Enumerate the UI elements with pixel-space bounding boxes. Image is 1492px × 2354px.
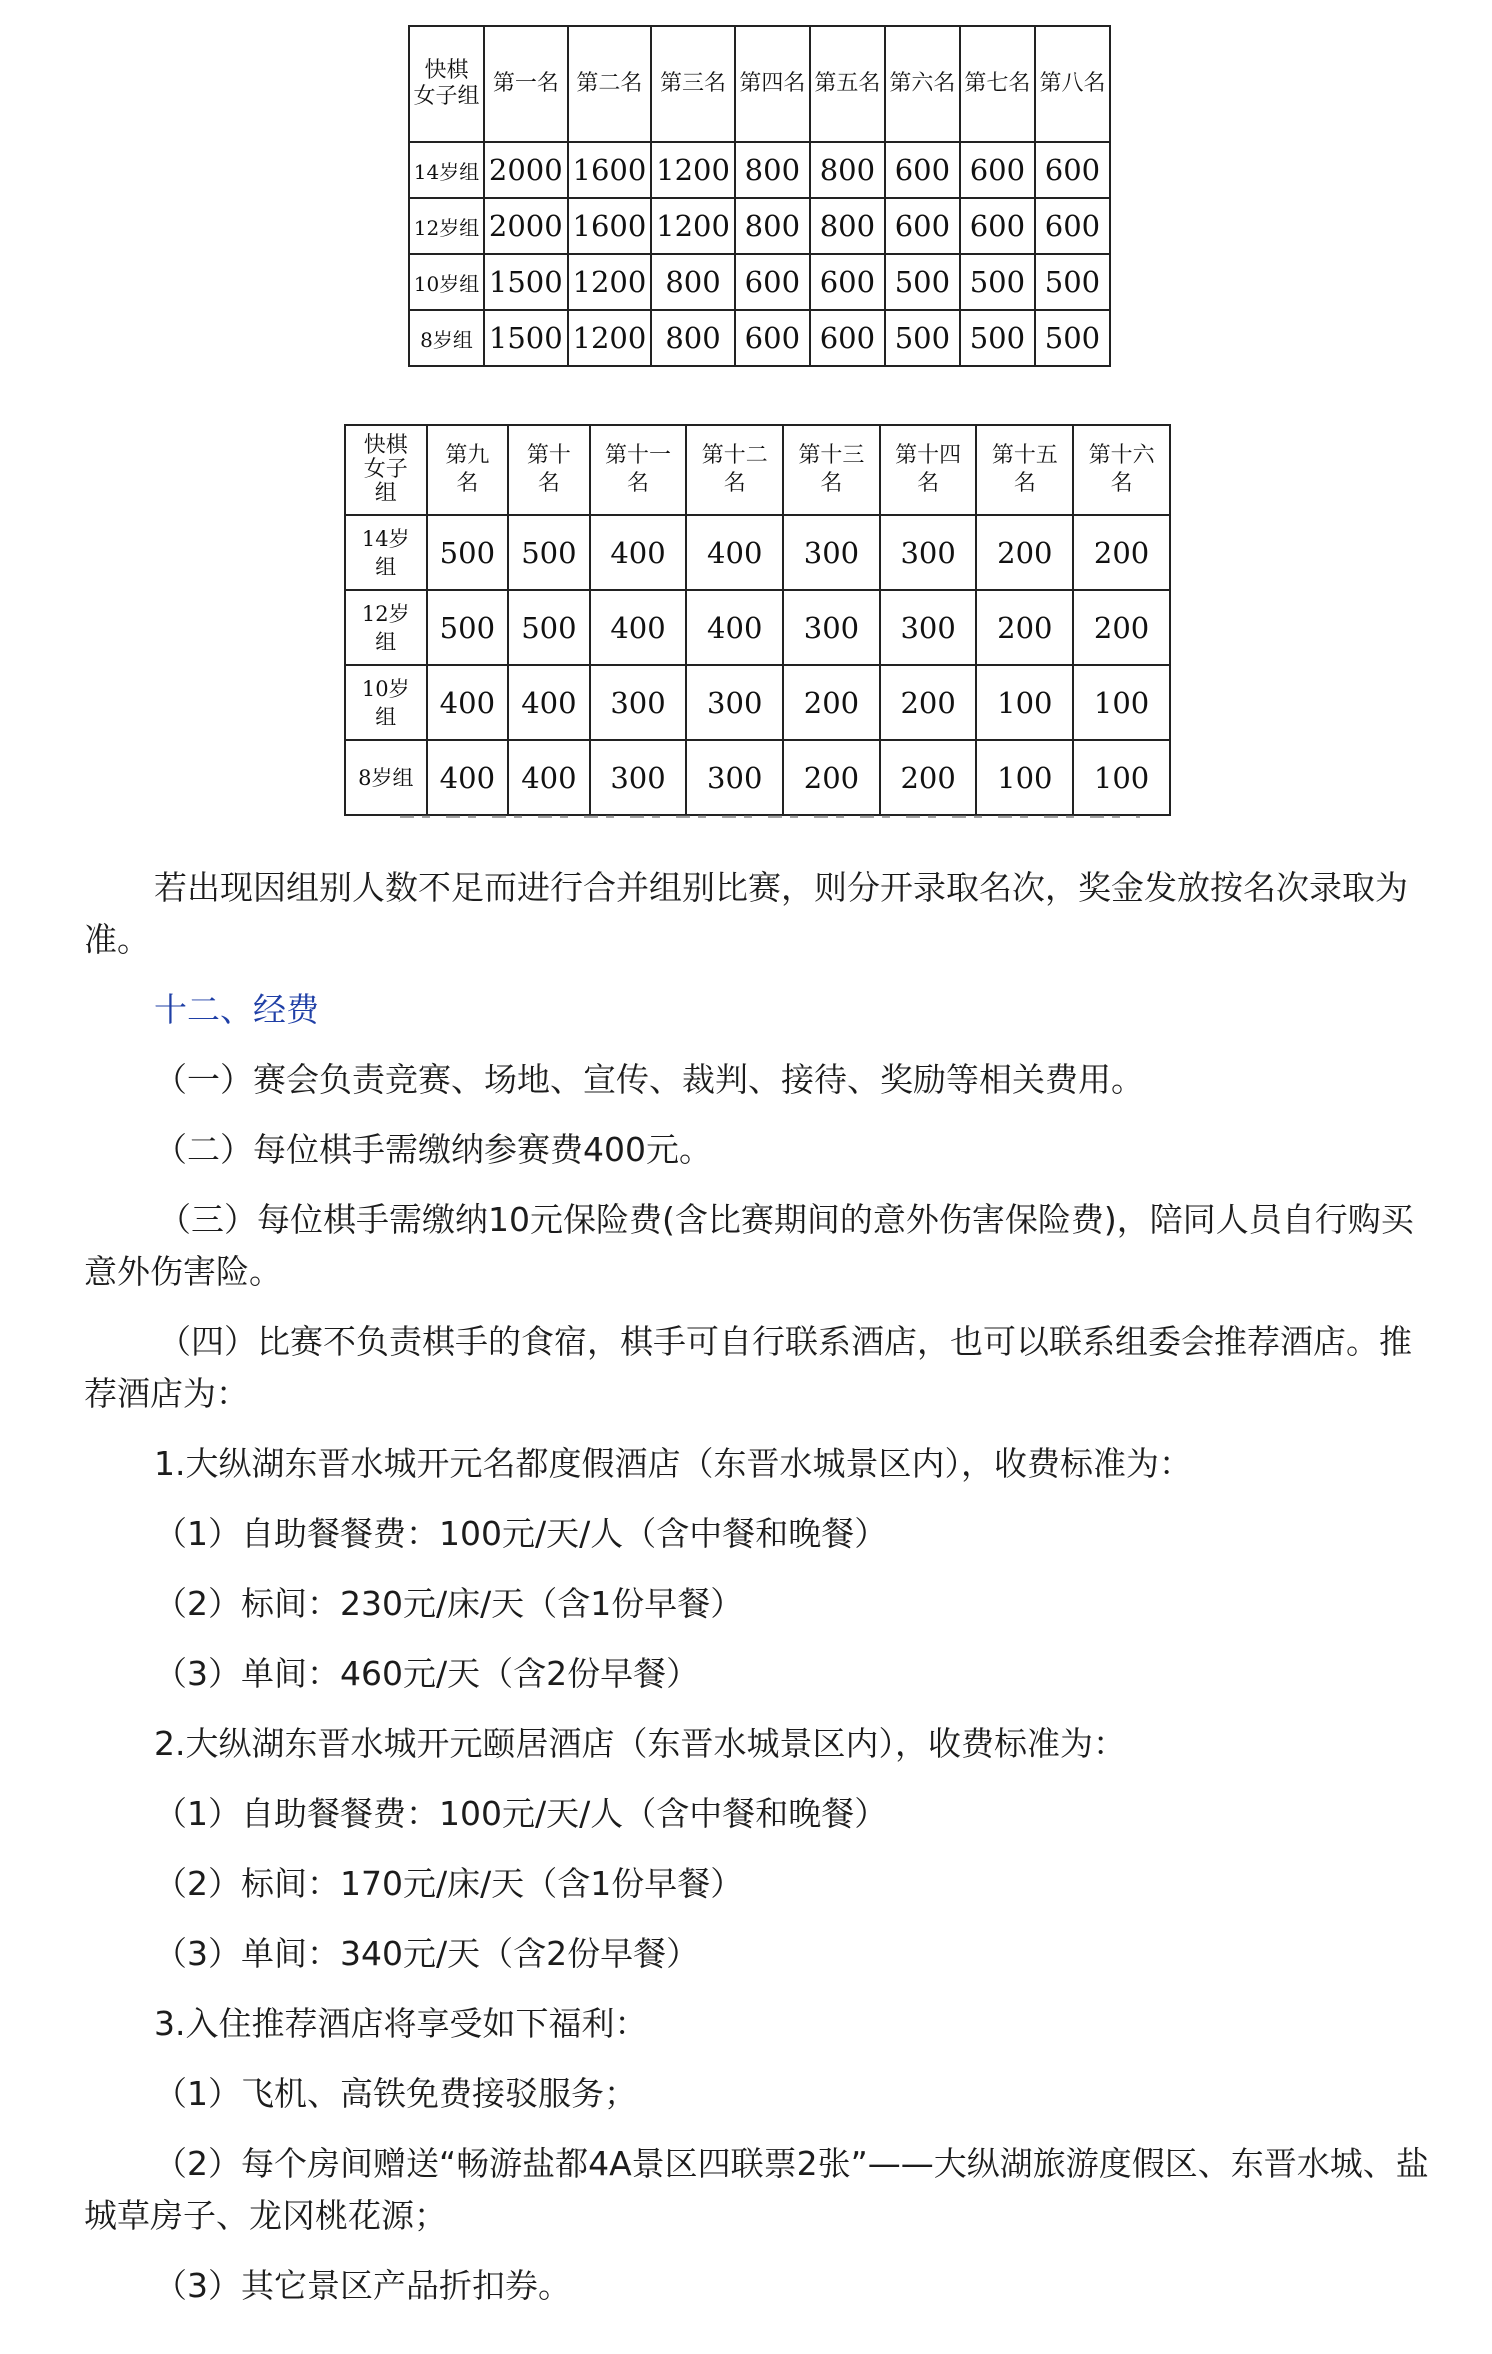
table-cell: 400 [590, 590, 687, 665]
table-cell: 200 [783, 665, 880, 740]
table-cell: 300 [783, 590, 880, 665]
hotel-price-item: （2）标间：170元/床/天（含1份早餐） [154, 1864, 744, 1903]
table-cell: 600 [810, 310, 885, 366]
table-cell: 1500 [484, 310, 568, 366]
table-cell: 1200 [651, 142, 735, 198]
hotel-price-item: （1）自助餐餐费：100元/天/人（含中餐和晚餐） [154, 1794, 888, 1833]
table-row [409, 142, 1110, 198]
corner-line: 快棋 [363, 433, 408, 458]
table-cell: 200 [1073, 590, 1170, 665]
corner-line: 快棋 [424, 58, 469, 83]
column-header: 第六名 [885, 26, 960, 142]
table-cell: 400 [427, 665, 509, 740]
table-cell: 300 [686, 740, 783, 815]
row-label [345, 590, 427, 665]
table-cell: 800 [651, 310, 735, 366]
header-line: 第十一 [605, 443, 672, 468]
table-cell: 500 [885, 254, 960, 310]
table-cell: 400 [590, 515, 687, 590]
row-label: 12岁组 [409, 198, 484, 254]
table-row [409, 310, 1110, 366]
table-cell: 1500 [484, 254, 568, 310]
table-cell: 300 [880, 515, 977, 590]
table-cell: 400 [508, 665, 590, 740]
table-cell: 1200 [568, 254, 652, 310]
header-line: 名 [820, 471, 843, 496]
table-cell: 200 [1073, 515, 1170, 590]
table-cell: 600 [810, 254, 885, 310]
header-line: 第九 [445, 443, 490, 468]
hotel-title: 1.大纵湖东晋水城开元名都度假酒店（东晋水城景区内），收费标准为： [154, 1444, 1192, 1483]
section-heading: 十二、经费 [154, 990, 319, 1029]
table-cell: 400 [686, 515, 783, 590]
table-cell: 600 [960, 198, 1035, 254]
table-cell: 1200 [651, 198, 735, 254]
table-cell: 500 [427, 590, 509, 665]
table-cell: 500 [1035, 254, 1110, 310]
column-header [686, 425, 783, 515]
row-label: 8岁组 [409, 310, 484, 366]
table-header-row [345, 425, 1170, 515]
hotel-price-item: （1）自助餐餐费：100元/天/人（含中餐和晚餐） [154, 1514, 888, 1553]
table-row [345, 740, 1170, 815]
row-label: 8岁组 [345, 740, 427, 815]
table-cell: 2000 [484, 198, 568, 254]
column-header [508, 425, 590, 515]
row-label-line: 组 [375, 704, 397, 729]
prize-table [344, 424, 1171, 816]
table-cell: 300 [590, 740, 687, 815]
header-line: 名 [723, 471, 746, 496]
column-header [976, 425, 1073, 515]
table-cell: 200 [783, 740, 880, 815]
table-cell: 500 [508, 590, 590, 665]
table-cell: 1200 [568, 310, 652, 366]
table-cell: 100 [976, 665, 1073, 740]
table-cell: 600 [885, 198, 960, 254]
benefit-item: （3）其它景区产品折扣券。 [154, 2266, 571, 2305]
row-label-line: 组 [375, 629, 397, 654]
table-cell: 800 [810, 198, 885, 254]
table-row [345, 590, 1170, 665]
header-line: 名 [627, 471, 650, 496]
header-line: 名 [1110, 471, 1133, 496]
table-cell: 500 [960, 254, 1035, 310]
table-cell: 400 [508, 740, 590, 815]
table-corner-cell [409, 26, 484, 142]
benefit-item: （2）每个房间赠送“畅游盐都4A景区四联票2张”——大纵湖旅游度假区、东晋水城、盐城草房子、龙冈桃花源； [84, 2144, 1429, 2235]
document-body [84, 862, 1434, 2312]
header-line: 名 [917, 471, 940, 496]
table-cell: 500 [508, 515, 590, 590]
column-header [427, 425, 509, 515]
table-row [409, 254, 1110, 310]
hotel-price-item: （2）标间：230元/床/天（含1份早餐） [154, 1584, 744, 1623]
table-cell: 1600 [568, 142, 652, 198]
row-label [345, 665, 427, 740]
column-header: 第七名 [960, 26, 1035, 142]
table-header-row [409, 26, 1110, 142]
row-label-line: 组 [375, 554, 397, 579]
header-line: 第十四 [895, 443, 962, 468]
table-cell: 600 [960, 142, 1035, 198]
column-header [590, 425, 687, 515]
header-line: 第十五 [991, 443, 1058, 468]
column-header: 第一名 [484, 26, 568, 142]
table-cell: 800 [651, 254, 735, 310]
table-cell: 800 [735, 142, 810, 198]
table-row [345, 665, 1170, 740]
table-cell: 200 [976, 590, 1073, 665]
table-cell: 400 [686, 590, 783, 665]
table-cell: 600 [885, 142, 960, 198]
row-label: 14岁组 [409, 142, 484, 198]
row-label-line: 12岁 [361, 601, 410, 626]
hotel-price-item: （3）单间：340元/天（含2份早餐） [154, 1934, 700, 1973]
table-cell: 100 [1073, 740, 1170, 815]
hotel-title: 2.大纵湖东晋水城开元颐居酒店（东晋水城景区内），收费标准为： [154, 1724, 1126, 1763]
table-cell: 200 [976, 515, 1073, 590]
table-cell: 600 [1035, 142, 1110, 198]
header-line: 第十 [526, 443, 571, 468]
merge-note-paragraph: 若出现因组别人数不足而进行合并组别比赛，则分开录取名次，奖金发放按名次录取为准。 [84, 868, 1408, 959]
table-cell: 600 [1035, 198, 1110, 254]
table-cell: 800 [810, 142, 885, 198]
table-cell: 2000 [484, 142, 568, 198]
header-line: 名 [537, 471, 560, 496]
row-label-line: 10岁 [361, 676, 410, 701]
column-header: 第四名 [735, 26, 810, 142]
table-cell: 100 [976, 740, 1073, 815]
column-header [783, 425, 880, 515]
table-row [345, 515, 1170, 590]
table-cell: 500 [885, 310, 960, 366]
benefit-item: （1）飞机、高铁免费接驳服务； [154, 2074, 637, 2113]
column-header: 第二名 [568, 26, 652, 142]
table-cell: 300 [590, 665, 687, 740]
fee-item: （四）比赛不负责棋手的食宿，棋手可自行联系酒店，也可以联系组委会推荐酒店。推荐酒店为： [84, 1322, 1412, 1413]
header-line: 名 [456, 471, 479, 496]
prize-table-9-to-16 [344, 424, 1171, 816]
header-line: 第十二 [701, 443, 768, 468]
corner-line: 女子 [363, 457, 408, 482]
table-cell: 300 [880, 590, 977, 665]
table-cell: 500 [960, 310, 1035, 366]
column-header [880, 425, 977, 515]
table-cell: 300 [686, 665, 783, 740]
benefit-title: 3.入住推荐酒店将享受如下福利： [154, 2004, 648, 2043]
table-cell: 1600 [568, 198, 652, 254]
table-cell: 500 [1035, 310, 1110, 366]
fee-item: （三）每位棋手需缴纳10元保险费(含比赛期间的意外伤害保险费)，陪同人员自行购买意外伤害险。 [84, 1200, 1414, 1291]
table-cell: 400 [427, 740, 509, 815]
column-header: 第五名 [810, 26, 885, 142]
row-label-line: 14岁 [361, 526, 410, 551]
table-cell: 500 [427, 515, 509, 590]
column-header: 第八名 [1035, 26, 1110, 142]
row-label [345, 515, 427, 590]
table-row [409, 198, 1110, 254]
prize-table [408, 25, 1111, 367]
column-header: 第三名 [651, 26, 735, 142]
table-cell: 200 [880, 740, 977, 815]
header-line: 名 [1013, 471, 1036, 496]
table-cell: 600 [735, 310, 810, 366]
table-cell: 600 [735, 254, 810, 310]
column-header [1073, 425, 1170, 515]
prize-table-top-8 [408, 25, 1111, 367]
cropped-text-remnant [400, 813, 1140, 819]
hotel-price-item: （3）单间：460元/天（含2份早餐） [154, 1654, 700, 1693]
table-cell: 100 [1073, 665, 1170, 740]
table-corner-cell [345, 425, 427, 515]
header-line: 第十六 [1088, 443, 1155, 468]
fee-item: （二）每位棋手需缴纳参赛费400元。 [154, 1130, 712, 1169]
table-cell: 800 [735, 198, 810, 254]
row-label: 10岁组 [409, 254, 484, 310]
fee-item: （一）赛会负责竞赛、场地、宣传、裁判、接待、奖励等相关费用。 [154, 1060, 1144, 1099]
corner-line: 女子组 [413, 84, 480, 109]
corner-line: 组 [374, 481, 397, 506]
header-line: 第十三 [798, 443, 865, 468]
table-cell: 200 [880, 665, 977, 740]
table-cell: 300 [783, 515, 880, 590]
